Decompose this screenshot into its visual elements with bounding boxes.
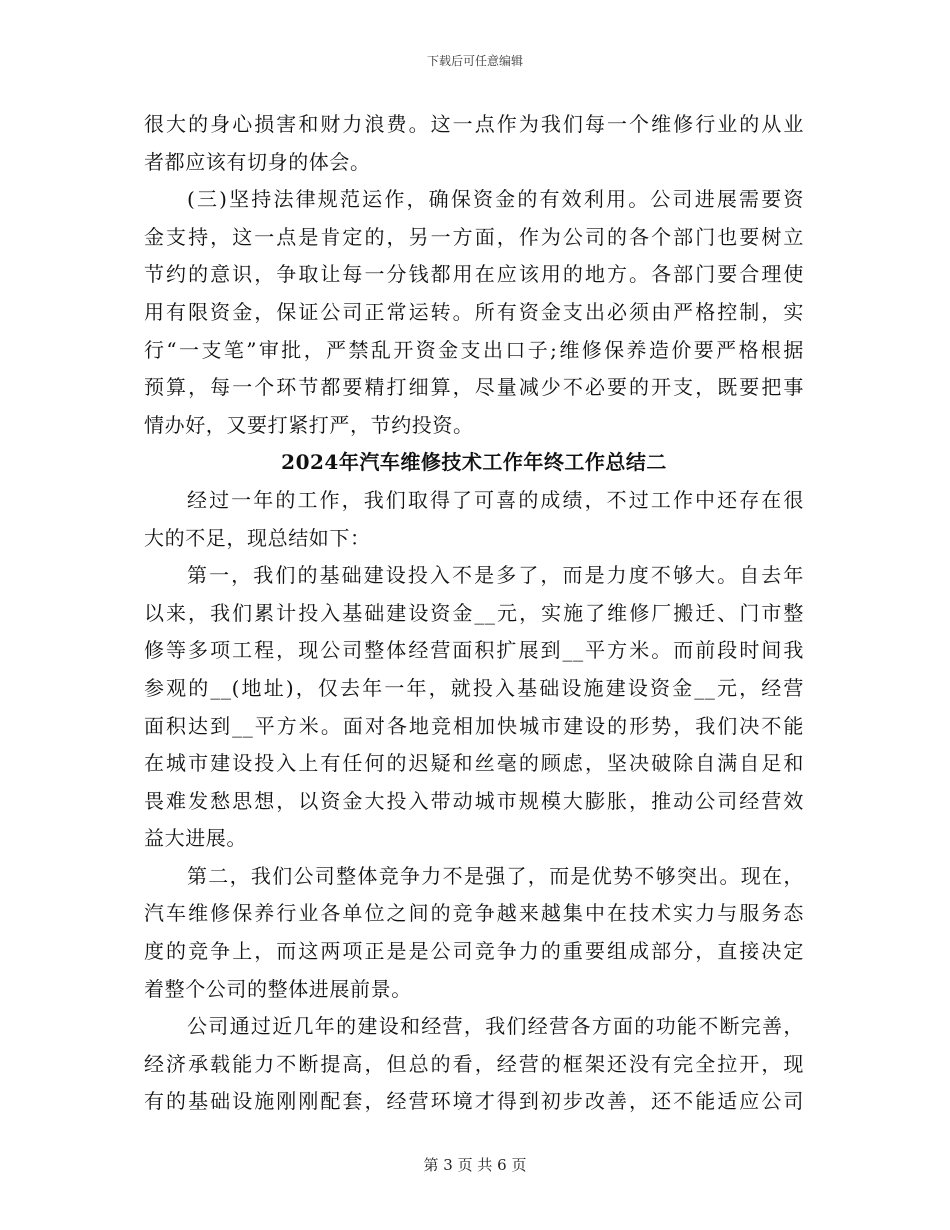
body-line: 以来，我们累计投入基础建设资金__元，实施了维修厂搬迁、门市整 — [144, 600, 804, 625]
body-line: 益大进展。 — [144, 826, 247, 851]
body-line: 经济承载能力不断提高，但总的看，经营的框架还没有完全拉开，现 — [144, 1051, 804, 1076]
body-line: 度的竞争上，而这两项正是是公司竞争力的重要组成部分，直接决定 — [144, 939, 804, 964]
body-line: (三)坚持法律规范运作，确保资金的有效利用。公司进展需要资 — [187, 187, 804, 212]
page-footer: 第 3 页 共 6 页 — [423, 1156, 527, 1174]
body-line: 公司通过近几年的建设和经营，我们经营各方面的功能不断完善， — [187, 1014, 804, 1039]
body-line: 节约的意识，争取让每一分钱都用在应该用的地方。各部门要合理使 — [144, 262, 804, 287]
body-line: 着整个公司的整体进展前景。 — [144, 976, 412, 1001]
body-line: 预算，每一个环节都要精打细算，尽量减少不必要的开支，既要把事 — [144, 375, 804, 400]
body-line: 修等多项工程，现公司整体经营面积扩展到__平方米。而前段时间我 — [144, 638, 804, 663]
body-line: 面积达到__平方米。面对各地竞相加快城市建设的形势，我们决不能 — [144, 713, 804, 738]
body-line: 经过一年的工作，我们取得了可喜的成绩，不过工作中还存在很 — [187, 487, 804, 512]
body-line: 汽车维修保养行业各单位之间的竞争越来越集中在技术实力与服务态 — [144, 901, 804, 926]
document-body — [144, 106, 804, 1121]
body-line: 很大的身心损害和财力浪费。这一点作为我们每一个维修行业的从业 — [144, 112, 804, 136]
body-line: 畏难发愁思想，以资金大投入带动城市规模大膨胀，推动公司经营效 — [144, 788, 804, 813]
page-header: 下载后可任意编辑 — [426, 54, 523, 68]
body-line: 第二，我们公司整体竞争力不是强了，而是优势不够突出。现在， — [187, 863, 804, 888]
body-line: 行“一支笔”审批，严禁乱开资金支出口子;维修保养造价要严格根据 — [144, 337, 804, 362]
body-line: 者都应该有切身的体会。 — [144, 149, 371, 174]
body-line: 用有限资金，保证公司正常运转。所有资金支出必须由严格控制，实 — [144, 299, 804, 324]
body-line: 有的基础设施刚刚配套，经营环境才得到初步改善，还不能适应公司 — [144, 1089, 804, 1114]
body-line: 第一，我们的基础建设投入不是多了，而是力度不够大。自去年 — [187, 563, 804, 588]
body-line: 在城市建设投入上有任何的迟疑和丝毫的顾虑，坚决破除自满自足和 — [144, 751, 804, 776]
section-heading: 2024年汽车维修技术工作年终工作总结二 — [281, 450, 667, 475]
body-line: 大的不足，现总结如下： — [144, 525, 371, 550]
body-line: 金支持，这一点是肯定的，另一方面，作为公司的各个部门也要树立 — [144, 224, 804, 249]
body-line: 参观的__(地址)，仅去年一年，就投入基础设施建设资金__元，经营 — [144, 675, 804, 700]
body-line: 情办好，又要打紧打严，节约投资。 — [144, 412, 474, 437]
